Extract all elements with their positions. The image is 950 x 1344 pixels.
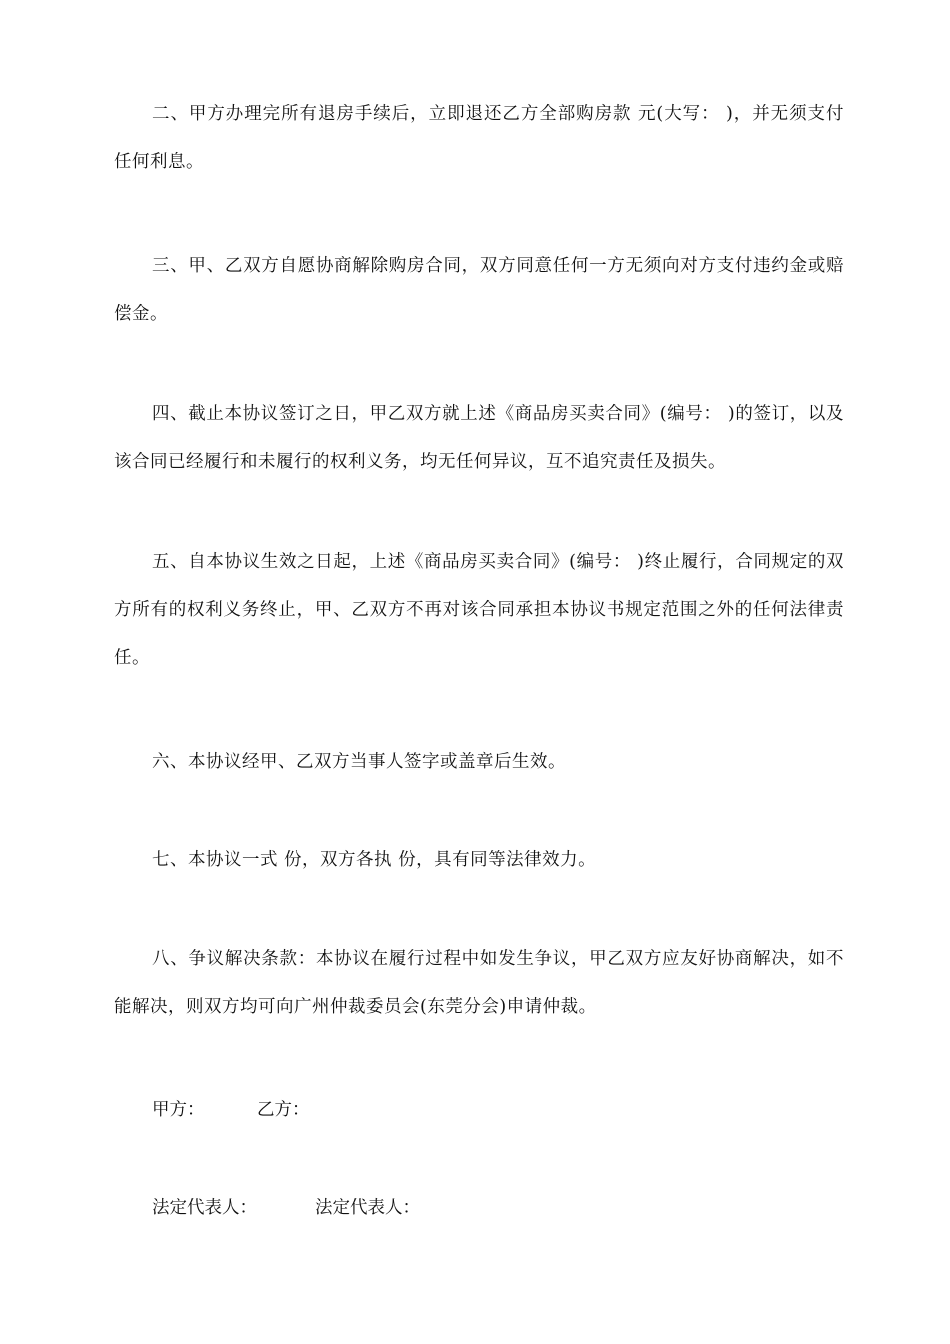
party-signature-line bbox=[152, 1086, 310, 1134]
clause-7: 七、本协议一式 份，双方各执 份，具有同等法律效力。 bbox=[152, 850, 597, 870]
party-a-label: 甲方： bbox=[152, 1100, 205, 1120]
representative-signature-line bbox=[152, 1184, 420, 1232]
rep-a-label: 法定代表人： bbox=[152, 1198, 257, 1218]
clause-6: 六、本协议经甲、乙双方当事人签字或盖章后生效。 bbox=[152, 752, 566, 772]
clause-2: 二、甲方办理完所有退房手续后，立即退还乙方全部购房款 元(大写： )，并无须支付任何利息。 bbox=[114, 104, 844, 172]
party-b-label: 乙方： bbox=[257, 1100, 310, 1120]
clause-4: 四、截止本协议签订之日，甲乙双方就上述《商品房买卖合同》(编号： )的签订，以及该合同已经履行和未履行的权利义务，均无任何异议，互不追究责任及损失。 bbox=[114, 404, 844, 472]
clause-3: 三、甲、乙双方自愿协商解除购房合同，双方同意任何一方无须向对方支付违约金或赔偿金。 bbox=[114, 256, 844, 324]
clause-8: 八、争议解决条款：本协议在履行过程中如发生争议，甲乙双方应友好协商解决，如不能解决，则双方均可向广州仲裁委员会(东莞分会)申请仲裁。 bbox=[114, 949, 844, 1017]
rep-b-label: 法定代表人： bbox=[315, 1198, 420, 1218]
clause-5: 五、自本协议生效之日起，上述《商品房买卖合同》(编号： )终止履行，合同规定的双方所有的权利义务终止，甲、乙双方不再对该合同承担本协议书规定范围之外的任何法律责任。 bbox=[114, 552, 844, 668]
